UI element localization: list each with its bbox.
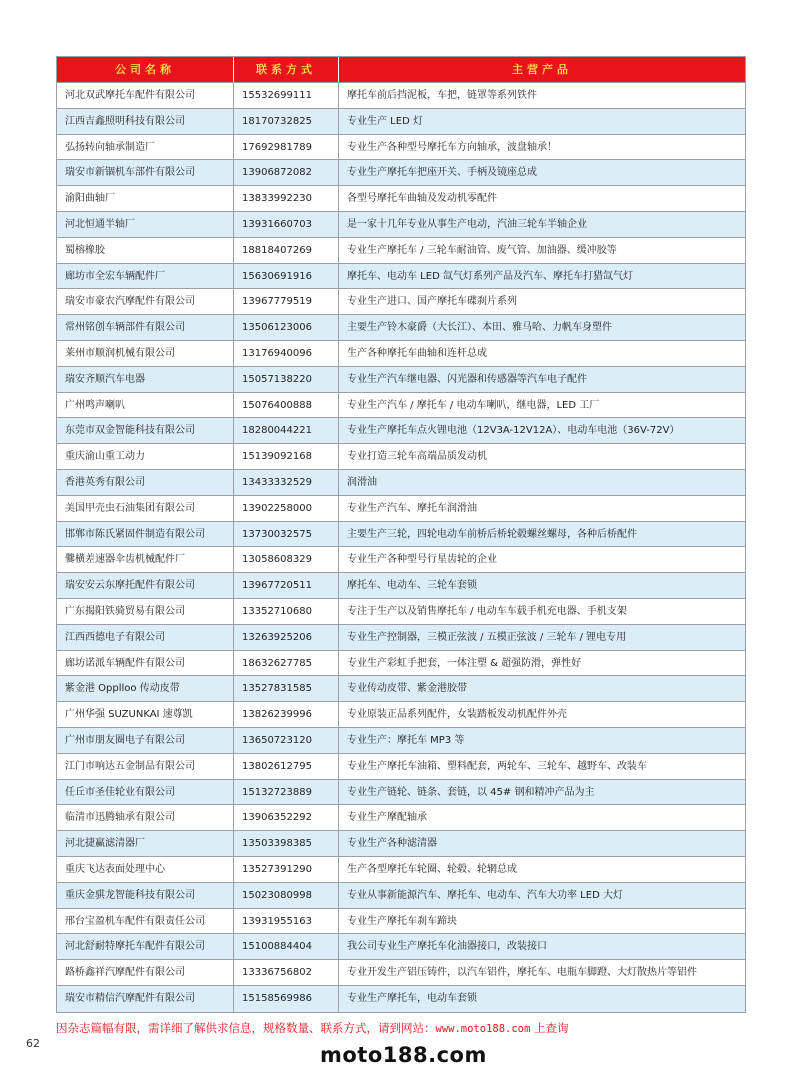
main-products: 主要生产三轮，四轮电动车前桥后桥轮毂螺丝螺母，各种后桥配件: [347, 528, 637, 540]
company-name: 瑞安市精信汽摩配件有限公司: [57, 986, 234, 1012]
supplier-table: [56, 56, 746, 1013]
main-products: 专业生产各种型号摩托车方向轴承，波盘轴承！: [347, 141, 557, 153]
company-name: 邯郸市陈氏紧固件制造有限公司: [57, 522, 234, 547]
company-name: 河北恒通半轴厂: [57, 212, 234, 237]
contact-phone: 13263925206: [234, 625, 339, 650]
table-row: [57, 315, 745, 341]
company-name: 河北舒耐特摩托车配件有限公司: [57, 934, 234, 959]
contact-phone: 13902258000: [234, 496, 339, 521]
company-name: 瑞安市豪农汽摩配件有限公司: [57, 289, 234, 314]
main-products: 专业生产摩托车 / 三轮车耐油管、废气管、加油器、缓冲胶等: [347, 244, 617, 256]
main-products: 专业生产摩托车刹车蹄块: [347, 915, 457, 927]
company-name: 江西吉鑫照明科技有限公司: [57, 109, 234, 134]
main-products: 专业生产摩托车把座开关、手柄及镜座总成: [347, 167, 537, 179]
table-row: [57, 728, 745, 754]
footer-notice: [56, 1020, 568, 1036]
main-products: 专业生产摩托车，电动车套锁: [347, 992, 477, 1004]
table-row: [57, 599, 745, 625]
company-name: 邢台宝盈机车配件有限责任公司: [57, 909, 234, 934]
table-row: [57, 418, 745, 444]
header-company: 公司名称: [57, 57, 234, 82]
contact-phone: 13650723120: [234, 728, 339, 753]
company-name: 江西西德电子有限公司: [57, 625, 234, 650]
main-products: 专业生产各种滤清器: [347, 838, 437, 850]
company-name: 广州市朋友圈电子有限公司: [57, 728, 234, 753]
contact-phone: 13833992230: [234, 186, 339, 211]
table-row: [57, 934, 745, 960]
table-row: [57, 367, 745, 393]
main-products: 润滑油: [347, 476, 377, 488]
table-row: [57, 883, 745, 909]
company-name: 常州铭创车辆部件有限公司: [57, 315, 234, 340]
contact-phone: 13503398385: [234, 831, 339, 856]
table-row: [57, 754, 745, 780]
company-name: 廊坊诺派车辆配件有限公司: [57, 651, 234, 676]
contact-phone: 13336756802: [234, 960, 339, 985]
contact-phone: 13433332529: [234, 470, 339, 495]
main-products: 生产各种摩托车曲轴和连杆总成: [347, 347, 487, 359]
table-row: [57, 573, 745, 599]
main-products: 专业生产彩虹手把套，一体注塑 & 超强防滑，弹性好: [347, 657, 582, 669]
table-body: [57, 83, 745, 1012]
main-products: 各型号摩托车曲轴及发动机零配件: [347, 193, 497, 205]
main-products: 专注于生产以及销售摩托车 / 电动车车载手机充电器、手机支架: [347, 605, 627, 617]
company-name: 江门市响达五金制品有限公司: [57, 754, 234, 779]
contact-phone: 15076400888: [234, 393, 339, 418]
table-row: [57, 831, 745, 857]
company-name: 重庆飞达表面处理中心: [57, 857, 234, 882]
brand-logo-text[interactable]: moto188.com: [320, 1043, 487, 1067]
company-name: 临清市迅腾轴承有限公司: [57, 805, 234, 830]
table-row: [57, 780, 745, 806]
company-name: 瑞安齐顺汽车电器: [57, 367, 234, 392]
table-row: [57, 444, 745, 470]
main-products: 主要生产铃木豪爵（大长江）、本田、雅马哈、力帆车身塑件: [347, 322, 612, 334]
company-name: 弘扬转向轴承制造厂: [57, 135, 234, 160]
contact-phone: 15023080998: [234, 883, 339, 908]
contact-phone: 13967720511: [234, 573, 339, 598]
table-row: [57, 522, 745, 548]
main-products: 专业开发生产铝压铸件，以汽车铝件，摩托车、电瓶车脚蹬、大灯散热片等铝件: [347, 967, 697, 979]
table-row: [57, 264, 745, 290]
main-products: 生产各型摩托车轮圈、轮毂、轮辋总成: [347, 863, 517, 875]
contact-phone: 13058608329: [234, 547, 339, 572]
main-products: 专业打造三轮车高端品质发动机: [347, 451, 487, 463]
company-name: 广州鸣声喇叭: [57, 393, 234, 418]
main-products: 我公司专业生产摩托车化油器接口，改装接口: [347, 941, 547, 953]
contact-phone: 13352710680: [234, 599, 339, 624]
table-row: [57, 289, 745, 315]
main-products: 专业从事新能源汽车、摩托车、电动车、汽车大功率 LED 大灯: [347, 889, 623, 901]
table-row: [57, 702, 745, 728]
main-products: 专业生产：摩托车 MP3 等: [347, 734, 465, 746]
table-row: [57, 83, 745, 109]
main-products: 专业原装正品系列配件，女装踏板发动机配件外壳: [347, 709, 567, 721]
contact-phone: 18632627785: [234, 651, 339, 676]
company-name: 重庆渝山重工动力: [57, 444, 234, 469]
main-products: 专业生产链轮、链条、套链，以 45# 钢和精冲产品为主: [347, 786, 595, 798]
main-products: 专业生产控制器，三模正弦波 / 五模正弦波 / 三轮车 / 锂电专用: [347, 631, 627, 643]
table-row: [57, 135, 745, 161]
table-row: [57, 341, 745, 367]
main-products: 摩托车、电动车、三轮车套锁: [347, 580, 477, 592]
table-row: [57, 109, 745, 135]
header-products: 主营产品: [512, 63, 572, 76]
company-name: 瑞安安云东摩托配件有限公司: [57, 573, 234, 598]
notice-suffix: 上查询: [530, 1021, 569, 1035]
header-contact: 联系方式: [234, 57, 339, 82]
table-row: [57, 238, 745, 264]
table-row: [57, 393, 745, 419]
company-name: 紫金港 Opplloo 传动皮带: [57, 676, 234, 701]
contact-phone: 15057138220: [234, 367, 339, 392]
company-name: 东莞市双金智能科技有限公司: [57, 418, 234, 443]
company-name: 渝阳曲轴厂: [57, 186, 234, 211]
contact-phone: 13906872082: [234, 160, 339, 185]
main-products: 专业生产摩托车油箱、塑料配套，两轮车、三轮车、越野车、改装车: [347, 760, 647, 772]
contact-phone: 15139092168: [234, 444, 339, 469]
contact-phone: 17692981789: [234, 135, 339, 160]
contact-phone: 13506123006: [234, 315, 339, 340]
main-products: 摩托车前后挡泥板，车把，链罩等系列铁件: [347, 90, 537, 101]
main-products: 专业传动皮带、紫金港胶带: [347, 683, 467, 695]
table-row: [57, 805, 745, 831]
table-row: [57, 212, 745, 238]
company-name: 广东揭阳铁骑贸易有限公司: [57, 599, 234, 624]
table-row: [57, 676, 745, 702]
company-name: 蜀榕橡胶: [57, 238, 234, 263]
company-name: 瑞安市新锢机车部件有限公司: [57, 160, 234, 185]
contact-phone: 15132723889: [234, 780, 339, 805]
table-row: [57, 960, 745, 986]
table-row: [57, 186, 745, 212]
main-products: 专业生产各种型号行星齿轮的企业: [347, 554, 497, 566]
company-name: 爨横差速器伞齿机械配件厂: [57, 547, 234, 572]
company-name: 广州华强 SUZUNKAI 速尊凯: [57, 702, 234, 727]
notice-url[interactable]: www.moto188.com: [435, 1023, 531, 1035]
company-name: 河北捷赢滤清器厂: [57, 831, 234, 856]
main-products: 专业生产 LED 灯: [347, 115, 423, 127]
table-header: [57, 57, 745, 83]
main-products: 专业生产汽车、摩托车润滑油: [347, 502, 477, 514]
contact-phone: 15158569986: [234, 986, 339, 1012]
contact-phone: 18818407269: [234, 238, 339, 263]
contact-phone: 13826239996: [234, 702, 339, 727]
contact-phone: 15532699111: [234, 83, 339, 108]
contact-phone: 18280044221: [234, 418, 339, 443]
company-name: 香港英秀有限公司: [57, 470, 234, 495]
company-name: 任丘市圣佳轮业有限公司: [57, 780, 234, 805]
table-row: [57, 496, 745, 522]
company-name: 美国甲壳虫石油集团有限公司: [57, 496, 234, 521]
company-name: 路桥鑫祥汽摩配件有限公司: [57, 960, 234, 985]
main-products: 专业生产摩配轴承: [347, 812, 427, 824]
company-name: 河北双武摩托车配件有限公司: [57, 83, 234, 108]
main-products: 摩托车、电动车 LED 氙气灯系列产品及汽车、摩托车打猎氙气灯: [347, 270, 633, 282]
contact-phone: 13527831585: [234, 676, 339, 701]
table-row: [57, 625, 745, 651]
notice-text: 因杂志篇幅有限，需详细了解供求信息，规格数量、联系方式，请到网站：: [56, 1021, 436, 1035]
company-name: 重庆金骐龙智能科技有限公司: [57, 883, 234, 908]
contact-phone: 13967779519: [234, 289, 339, 314]
contact-phone: 13527391290: [234, 857, 339, 882]
company-name: 莱州市顺润机械有限公司: [57, 341, 234, 366]
contact-phone: 13176940096: [234, 341, 339, 366]
table-row: [57, 470, 745, 496]
main-products: 专业生产进口、国产摩托车碟刹片系列: [347, 296, 517, 308]
table-row: [57, 857, 745, 883]
table-row: [57, 547, 745, 573]
table-row: [57, 909, 745, 935]
table-row: [57, 651, 745, 677]
contact-phone: 15100884404: [234, 934, 339, 959]
contact-phone: 13906352292: [234, 805, 339, 830]
contact-phone: 13931660703: [234, 212, 339, 237]
table-row: [57, 986, 745, 1012]
contact-phone: 13730032575: [234, 522, 339, 547]
main-products: 是一家十几年专业从事生产电动，汽油三轮车半轴企业: [347, 218, 587, 230]
contact-phone: 15630691916: [234, 264, 339, 289]
table-row: [57, 160, 745, 186]
page-number: 62: [26, 1037, 40, 1050]
contact-phone: 18170732825: [234, 109, 339, 134]
main-products: 专业生产摩托车点火锂电池（12V3A-12V12A）、电动车电池（36V-72V）: [347, 425, 680, 437]
contact-phone: 13802612795: [234, 754, 339, 779]
main-products: 专业生产汽车继电器、闪光器和传感器等汽车电子配件: [347, 373, 587, 385]
contact-phone: 13931955163: [234, 909, 339, 934]
company-name: 廊坊市全宏车辆配件厂: [57, 264, 234, 289]
main-products: 专业生产汽车 / 摩托车 / 电动车喇叭，继电器，LED 工厂: [347, 399, 600, 411]
